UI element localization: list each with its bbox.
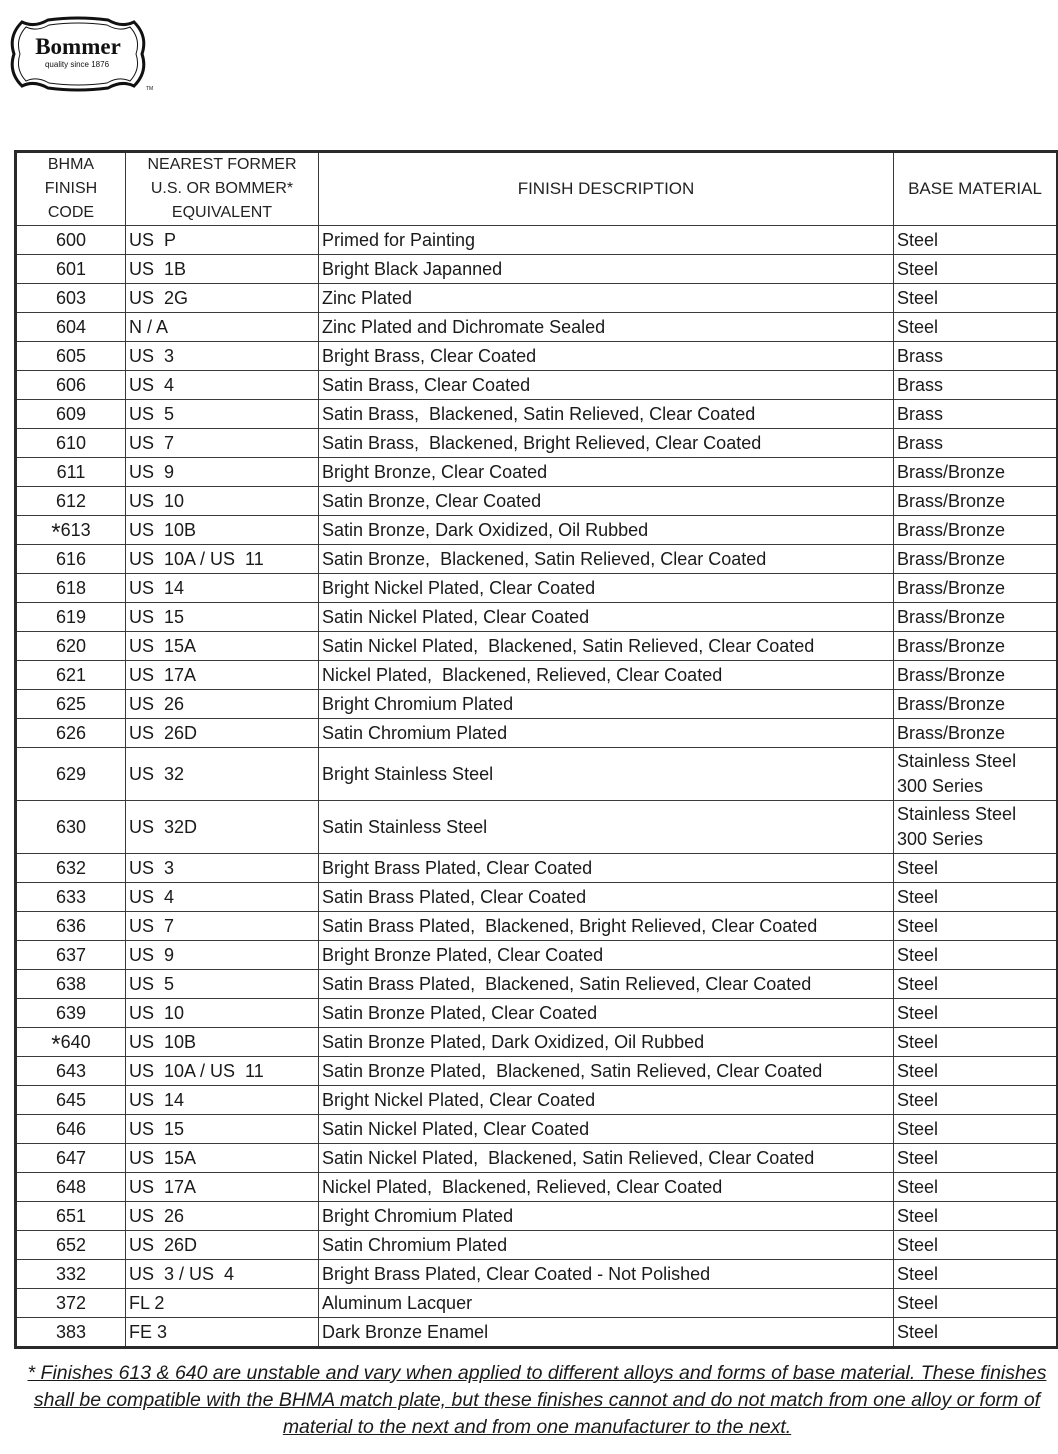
table-row: [16, 255, 1058, 284]
code-value: 625: [55, 693, 87, 714]
table-row: [16, 661, 1058, 690]
cell-bhma-code: [16, 342, 126, 371]
cell-bhma-code: [16, 748, 126, 801]
cell-finish-description: Bright Bronze, Clear Coated: [319, 458, 894, 487]
cell-bhma-code: [16, 970, 126, 999]
base-material-line: Brass/Bronze: [897, 635, 1006, 656]
cell-base-material: [894, 1086, 1058, 1115]
cell-equivalent: US 26D: [126, 719, 319, 748]
cell-bhma-code: [16, 1057, 126, 1086]
cell-finish-description: Satin Chromium Plated: [319, 719, 894, 748]
base-material-line: Steel: [897, 944, 939, 965]
code-value: 637: [55, 944, 87, 965]
base-material-line: Brass/Bronze: [897, 490, 1006, 511]
cell-bhma-code: [16, 1231, 126, 1260]
code-value: 646: [55, 1118, 87, 1139]
table-row: [16, 854, 1058, 883]
table-row: [16, 970, 1058, 999]
cell-equivalent: US 17A: [126, 1173, 319, 1202]
cell-equivalent: US 10A / US 11: [126, 1057, 319, 1086]
cell-bhma-code: [16, 545, 126, 574]
logo-tagline: quality since 1876: [44, 60, 110, 69]
code-value: 601: [55, 258, 87, 279]
cell-base-material: [894, 1057, 1058, 1086]
base-material-line: Steel: [897, 1118, 939, 1139]
cell-bhma-code: [16, 801, 126, 854]
cell-equivalent: US 15A: [126, 1144, 319, 1173]
cell-finish-description: Nickel Plated, Blackened, Relieved, Clear Coated: [319, 661, 894, 690]
code-value: 630: [55, 816, 87, 837]
table-row: [16, 1260, 1058, 1289]
cell-base-material: [894, 690, 1058, 719]
cell-equivalent: US 3: [126, 854, 319, 883]
cell-equivalent: US 9: [126, 941, 319, 970]
table-row: [16, 516, 1058, 545]
table-row: [16, 342, 1058, 371]
base-material-line: Steel: [897, 886, 939, 907]
table-row: [16, 603, 1058, 632]
cell-base-material: [894, 342, 1058, 371]
logo-name: Bommer: [35, 34, 121, 59]
cell-bhma-code: [16, 487, 126, 516]
cell-finish-description: Bright Stainless Steel: [319, 748, 894, 801]
cell-equivalent: US 3: [126, 342, 319, 371]
cell-equivalent: US 15: [126, 603, 319, 632]
cell-equivalent: N / A: [126, 313, 319, 342]
base-material-line: Steel: [897, 857, 939, 878]
cell-base-material: [894, 574, 1058, 603]
code-value: 609: [55, 403, 87, 424]
cell-bhma-code: [16, 1173, 126, 1202]
table-row: [16, 1202, 1058, 1231]
cell-base-material: [894, 854, 1058, 883]
table-row: [16, 284, 1058, 313]
base-material-line: Steel: [897, 316, 939, 337]
cell-base-material: [894, 912, 1058, 941]
cell-base-material: [894, 719, 1058, 748]
cell-finish-description: Satin Bronze Plated, Dark Oxidized, Oil Rubbed: [319, 1028, 894, 1057]
cell-bhma-code: [16, 1318, 126, 1348]
base-material-line: Brass/Bronze: [897, 548, 1006, 569]
cell-bhma-code: [16, 632, 126, 661]
base-material-line: Steel: [897, 1234, 939, 1255]
code-value: 612: [55, 490, 87, 511]
cell-equivalent: US 3 / US 4: [126, 1260, 319, 1289]
base-material-line: Brass/Bronze: [897, 461, 1006, 482]
cell-finish-description: Satin Brass Plated, Clear Coated: [319, 883, 894, 912]
cell-bhma-code: [16, 429, 126, 458]
base-material-line: Steel: [897, 1147, 939, 1168]
cell-bhma-code: [16, 371, 126, 400]
code-value: 606: [55, 374, 87, 395]
cell-equivalent: US 17A: [126, 661, 319, 690]
table-row: [16, 801, 1058, 854]
base-material-line: Stainless Steel: [897, 751, 1017, 771]
cell-bhma-code: [16, 255, 126, 284]
cell-bhma-code: [16, 458, 126, 487]
table-row: [16, 1028, 1058, 1057]
code-value: 629: [55, 763, 87, 784]
cell-finish-description: Satin Brass Plated, Blackened, Satin Relieved, Clear Coated: [319, 970, 894, 999]
code-value: 640: [60, 1031, 91, 1052]
cell-equivalent: FE 3: [126, 1318, 319, 1348]
table-row: [16, 458, 1058, 487]
table-row: [16, 1173, 1058, 1202]
base-material-line: Steel: [897, 229, 939, 250]
cell-equivalent: US 26: [126, 690, 319, 719]
base-material-line: Steel: [897, 1002, 939, 1023]
header-line: BHMA: [47, 156, 95, 173]
cell-bhma-code: [16, 941, 126, 970]
cell-equivalent: US 7: [126, 429, 319, 458]
base-material-line: Brass/Bronze: [897, 606, 1006, 627]
table-row: [16, 1318, 1058, 1348]
cell-base-material: [894, 400, 1058, 429]
cell-bhma-code: [16, 999, 126, 1028]
header-line: EQUIVALENT: [171, 204, 273, 221]
code-value: 619: [55, 606, 87, 627]
cell-equivalent: US 15: [126, 1115, 319, 1144]
cell-base-material: [894, 487, 1058, 516]
code-value: 600: [55, 229, 87, 250]
base-material-line: Brass/Bronze: [897, 693, 1006, 714]
cell-base-material: [894, 226, 1058, 255]
cell-finish-description: Bright Chromium Plated: [319, 690, 894, 719]
cell-base-material: [894, 632, 1058, 661]
cell-equivalent: US 9: [126, 458, 319, 487]
header-bhma-code: [16, 152, 126, 226]
cell-equivalent: US 15A: [126, 632, 319, 661]
table-row: [16, 400, 1058, 429]
cell-finish-description: Zinc Plated: [319, 284, 894, 313]
table-row: [16, 313, 1058, 342]
cell-bhma-code: [16, 1144, 126, 1173]
cell-finish-description: Satin Nickel Plated, Blackened, Satin Relieved, Clear Coated: [319, 632, 894, 661]
cell-equivalent: US 26: [126, 1202, 319, 1231]
code-value: 383: [55, 1321, 87, 1342]
base-material-line: Steel: [897, 915, 939, 936]
code-value: 632: [55, 857, 87, 878]
cell-bhma-code: [16, 1086, 126, 1115]
cell-base-material: [894, 661, 1058, 690]
code-value: 603: [55, 287, 87, 308]
code-value: 639: [55, 1002, 87, 1023]
cell-bhma-code: [16, 883, 126, 912]
base-material-line: Steel: [897, 287, 939, 308]
cell-equivalent: US 10: [126, 487, 319, 516]
cell-equivalent: US 14: [126, 1086, 319, 1115]
cell-base-material: [894, 1231, 1058, 1260]
cell-equivalent: US 10: [126, 999, 319, 1028]
code-value: 651: [55, 1205, 87, 1226]
table-row: [16, 371, 1058, 400]
cell-bhma-code: [16, 516, 126, 545]
base-material-line: Steel: [897, 1176, 939, 1197]
base-material-line: Brass: [897, 374, 944, 395]
asterisk-marker: *: [51, 1030, 61, 1058]
table-row: [16, 690, 1058, 719]
base-material-line: Steel: [897, 1205, 939, 1226]
cell-bhma-code: [16, 1289, 126, 1318]
table-row: [16, 1115, 1058, 1144]
bommer-logo: [8, 14, 158, 94]
table-row: [16, 429, 1058, 458]
cell-finish-description: Satin Brass Plated, Blackened, Bright Relieved, Clear Coated: [319, 912, 894, 941]
code-value: 621: [55, 664, 87, 685]
cell-base-material: [894, 458, 1058, 487]
table-row: [16, 226, 1058, 255]
header-line: FINISH: [44, 180, 98, 197]
cell-equivalent: US 2G: [126, 284, 319, 313]
cell-base-material: [894, 1144, 1058, 1173]
code-value: 618: [55, 577, 87, 598]
cell-bhma-code: [16, 719, 126, 748]
cell-bhma-code: [16, 661, 126, 690]
table-row: [16, 883, 1058, 912]
cell-base-material: [894, 516, 1058, 545]
cell-bhma-code: [16, 854, 126, 883]
base-material-line: Steel: [897, 1089, 939, 1110]
cell-finish-description: Bright Nickel Plated, Clear Coated: [319, 574, 894, 603]
cell-equivalent: US 10A / US 11: [126, 545, 319, 574]
cell-bhma-code: [16, 912, 126, 941]
base-material-line: Brass/Bronze: [897, 664, 1006, 685]
base-material-line: Brass: [897, 432, 944, 453]
cell-bhma-code: [16, 1115, 126, 1144]
base-material-line: Brass/Bronze: [897, 577, 1006, 598]
cell-finish-description: Satin Nickel Plated, Clear Coated: [319, 1115, 894, 1144]
cell-equivalent: US 32: [126, 748, 319, 801]
cell-equivalent: FL 2: [126, 1289, 319, 1318]
cell-finish-description: Primed for Painting: [319, 226, 894, 255]
cell-base-material: [894, 970, 1058, 999]
header-line: U.S. OR BOMMER*: [150, 180, 294, 197]
cell-finish-description: Satin Brass, Blackened, Bright Relieved, Clear Coated: [319, 429, 894, 458]
cell-base-material: [894, 883, 1058, 912]
table-row: [16, 545, 1058, 574]
cell-finish-description: Satin Bronze, Dark Oxidized, Oil Rubbed: [319, 516, 894, 545]
code-value: 604: [55, 316, 87, 337]
cell-equivalent: US 7: [126, 912, 319, 941]
cell-bhma-code: [16, 1260, 126, 1289]
cell-base-material: [894, 313, 1058, 342]
asterisk-marker: *: [51, 518, 61, 546]
cell-finish-description: Nickel Plated, Blackened, Relieved, Clear Coated: [319, 1173, 894, 1202]
code-value: 613: [60, 519, 91, 540]
cell-finish-description: Bright Black Japanned: [319, 255, 894, 284]
code-value: 633: [55, 886, 87, 907]
cell-equivalent: US 4: [126, 883, 319, 912]
cell-bhma-code: [16, 574, 126, 603]
header-line: NEAREST FORMER: [147, 156, 297, 173]
cell-bhma-code: [16, 1028, 126, 1057]
cell-bhma-code: [16, 313, 126, 342]
cell-equivalent: US 10B: [126, 516, 319, 545]
table-row: [16, 912, 1058, 941]
cell-equivalent: US 5: [126, 400, 319, 429]
table-row: [16, 574, 1058, 603]
cell-finish-description: Dark Bronze Enamel: [319, 1318, 894, 1348]
cell-equivalent: US 5: [126, 970, 319, 999]
base-material-line: Steel: [897, 1263, 939, 1284]
table-row: [16, 999, 1058, 1028]
base-material-line: Steel: [897, 1060, 939, 1081]
cell-finish-description: Satin Nickel Plated, Blackened, Satin Relieved, Clear Coated: [319, 1144, 894, 1173]
header-equivalent: [126, 152, 319, 226]
cell-finish-description: Satin Brass, Clear Coated: [319, 371, 894, 400]
base-material-line: Brass: [897, 403, 944, 424]
cell-base-material: [894, 1115, 1058, 1144]
cell-bhma-code: [16, 603, 126, 632]
cell-bhma-code: [16, 1202, 126, 1231]
cell-finish-description: Satin Nickel Plated, Clear Coated: [319, 603, 894, 632]
cell-equivalent: US 32D: [126, 801, 319, 854]
cell-finish-description: Satin Bronze Plated, Blackened, Satin Relieved, Clear Coated: [319, 1057, 894, 1086]
code-value: 611: [56, 461, 86, 482]
cell-equivalent: US P: [126, 226, 319, 255]
cell-base-material: [894, 999, 1058, 1028]
code-value: 610: [55, 432, 87, 453]
table-header-row: [16, 152, 1058, 226]
table-row: [16, 632, 1058, 661]
cell-equivalent: US 4: [126, 371, 319, 400]
header-finish-description: FINISH DESCRIPTION: [319, 152, 894, 226]
code-value: 616: [55, 548, 87, 569]
base-material-line: Steel: [897, 1292, 939, 1313]
table-row: [16, 941, 1058, 970]
code-value: 372: [55, 1292, 87, 1313]
cell-finish-description: Zinc Plated and Dichromate Sealed: [319, 313, 894, 342]
cell-base-material: [894, 545, 1058, 574]
cell-base-material: [894, 1260, 1058, 1289]
cell-base-material: [894, 255, 1058, 284]
cell-finish-description: Bright Brass Plated, Clear Coated: [319, 854, 894, 883]
code-value: 643: [55, 1060, 87, 1081]
code-value: 638: [55, 973, 87, 994]
base-material-line: Steel: [897, 973, 939, 994]
code-value: 652: [55, 1234, 87, 1255]
table-row: [16, 1057, 1058, 1086]
code-value: 605: [55, 345, 87, 366]
base-material-line: Stainless Steel: [897, 804, 1017, 824]
cell-base-material: [894, 1173, 1058, 1202]
table-row: [16, 1086, 1058, 1115]
cell-bhma-code: [16, 284, 126, 313]
cell-equivalent: US 10B: [126, 1028, 319, 1057]
base-material-line: 300 Series: [897, 829, 984, 849]
cell-base-material: [894, 603, 1058, 632]
table-row: [16, 1144, 1058, 1173]
table-row: [16, 1289, 1058, 1318]
cell-finish-description: Satin Bronze, Blackened, Satin Relieved, Clear Coated: [319, 545, 894, 574]
header-line: CODE: [47, 204, 95, 221]
code-value: 620: [55, 635, 87, 656]
cell-equivalent: US 1B: [126, 255, 319, 284]
cell-base-material: [894, 284, 1058, 313]
base-material-line: Brass: [897, 345, 944, 366]
cell-base-material: [894, 748, 1058, 801]
cell-base-material: [894, 429, 1058, 458]
cell-bhma-code: [16, 226, 126, 255]
cell-base-material: [894, 1289, 1058, 1318]
cell-base-material: [894, 801, 1058, 854]
base-material-line: 300 Series: [897, 776, 984, 796]
base-material-line: Steel: [897, 1321, 939, 1342]
base-material-line: Brass/Bronze: [897, 722, 1006, 743]
base-material-line: Steel: [897, 258, 939, 279]
cell-finish-description: Aluminum Lacquer: [319, 1289, 894, 1318]
cell-base-material: [894, 1202, 1058, 1231]
footnote: * Finishes 613 & 640 are unstable and vary when applied to different alloys and forms of base material. These finishes shall be compatible with the BHMA match plate, but these finishes cannot and do not match from one alloy or form of material to the next and from one manufacturer to the next.: [27, 1362, 1047, 1438]
cell-finish-description: Bright Nickel Plated, Clear Coated: [319, 1086, 894, 1115]
cell-equivalent: US 14: [126, 574, 319, 603]
table-row: [16, 719, 1058, 748]
code-value: 332: [55, 1263, 87, 1284]
table-row: [16, 1231, 1058, 1260]
cell-finish-description: Satin Bronze, Clear Coated: [319, 487, 894, 516]
cell-base-material: [894, 371, 1058, 400]
cell-bhma-code: [16, 400, 126, 429]
table-row: [16, 748, 1058, 801]
cell-finish-description: Satin Brass, Blackened, Satin Relieved, Clear Coated: [319, 400, 894, 429]
code-value: 648: [55, 1176, 87, 1197]
finish-table-body: [16, 226, 1058, 1348]
code-value: 626: [55, 722, 87, 743]
cell-finish-description: Bright Brass, Clear Coated: [319, 342, 894, 371]
code-value: 647: [55, 1147, 87, 1168]
base-material-line: Steel: [897, 1031, 939, 1052]
code-value: 636: [55, 915, 87, 936]
cell-base-material: [894, 1318, 1058, 1348]
code-value: 645: [55, 1089, 87, 1110]
cell-finish-description: Bright Chromium Plated: [319, 1202, 894, 1231]
finish-table: [14, 150, 1058, 1349]
cell-finish-description: Satin Chromium Plated: [319, 1231, 894, 1260]
cell-base-material: [894, 1028, 1058, 1057]
logo-trademark: TM: [146, 86, 154, 92]
table-row: [16, 487, 1058, 516]
cell-finish-description: Satin Stainless Steel: [319, 801, 894, 854]
cell-finish-description: Satin Bronze Plated, Clear Coated: [319, 999, 894, 1028]
cell-finish-description: Bright Brass Plated, Clear Coated - Not Polished: [319, 1260, 894, 1289]
cell-base-material: [894, 941, 1058, 970]
cell-finish-description: Bright Bronze Plated, Clear Coated: [319, 941, 894, 970]
base-material-line: Brass/Bronze: [897, 519, 1006, 540]
cell-equivalent: US 26D: [126, 1231, 319, 1260]
cell-bhma-code: [16, 690, 126, 719]
header-base-material: BASE MATERIAL: [894, 152, 1058, 226]
